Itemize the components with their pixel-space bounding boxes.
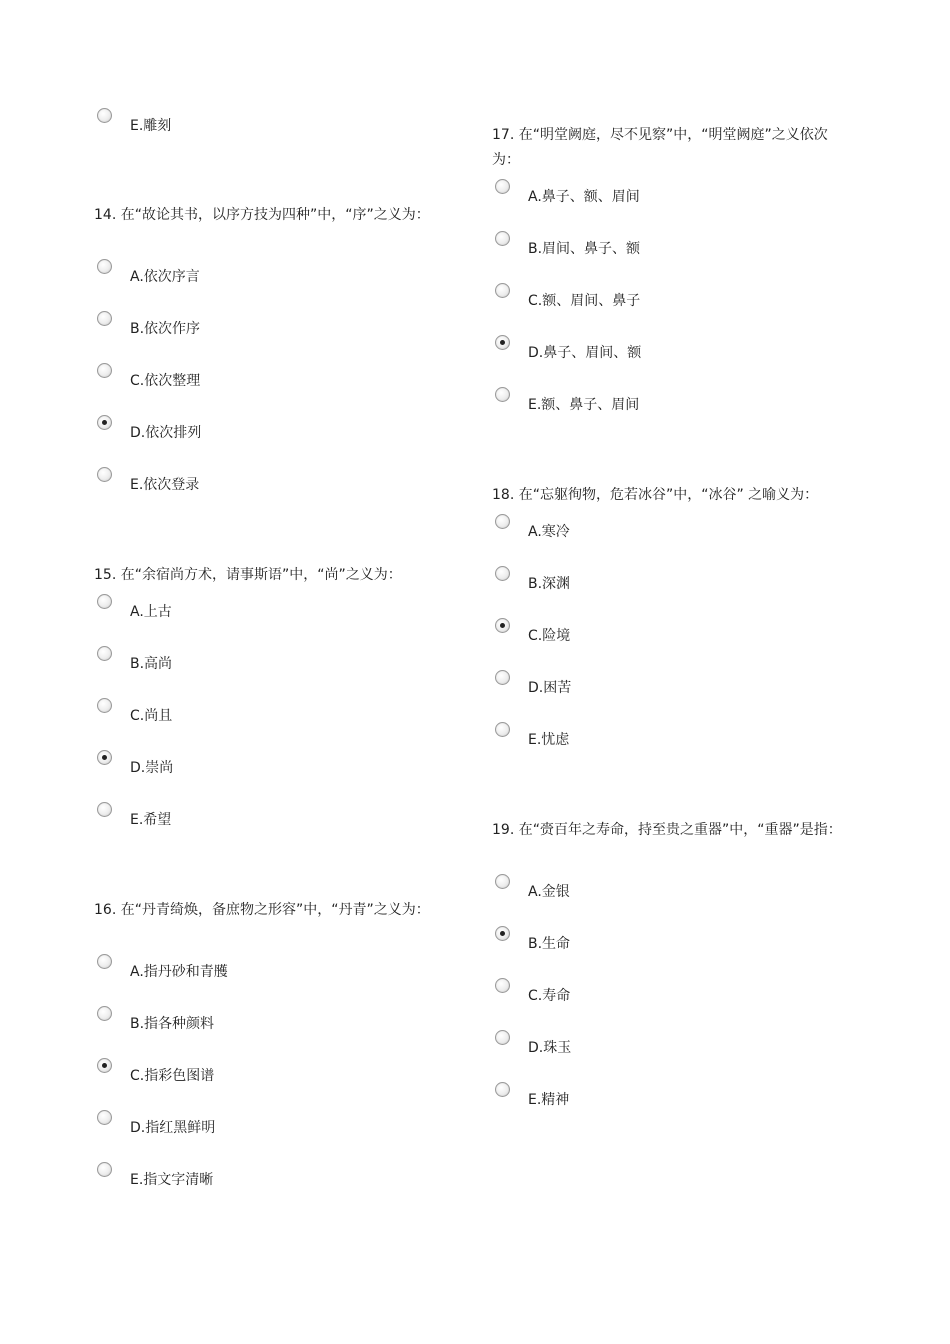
- radio-button[interactable]: [97, 467, 112, 482]
- radio-button[interactable]: [495, 283, 510, 298]
- radio-button[interactable]: [495, 179, 510, 194]
- question-18-option-c[interactable]: [495, 618, 855, 658]
- radio-button-selected[interactable]: [97, 415, 112, 430]
- question-17-option-a[interactable]: [495, 179, 855, 219]
- option-label: C.寿命: [528, 988, 571, 1004]
- question-19-option-b[interactable]: [495, 926, 855, 966]
- option-label: C.额、眉间、鼻子: [528, 293, 641, 309]
- option-label: E.雕刻: [130, 118, 172, 134]
- question-16-option-c[interactable]: [97, 1058, 457, 1098]
- question-16-option-b[interactable]: [97, 1006, 457, 1046]
- option-label: B.生命: [528, 936, 571, 952]
- option-label: E.精神: [528, 1092, 570, 1108]
- radio-button[interactable]: [97, 1162, 112, 1177]
- option-label: A.鼻子、额、眉间: [528, 189, 640, 205]
- question-18-option-a[interactable]: [495, 514, 855, 554]
- option-label: D.崇尚: [130, 760, 174, 776]
- question-16-option-e[interactable]: [97, 1162, 457, 1202]
- option-e-leading[interactable]: [97, 108, 457, 148]
- option-label: D.困苦: [528, 680, 572, 696]
- radio-button[interactable]: [495, 978, 510, 993]
- radio-button[interactable]: [97, 311, 112, 326]
- option-label: A.金银: [528, 884, 570, 900]
- option-label: A.指丹砂和青雘: [130, 964, 228, 980]
- question-17-text: 17. 在“明堂阙庭，尽不见察”中，“明堂阙庭”之义依次为：: [492, 127, 828, 168]
- question-14-text: 14. 在“故论其书，以序方技为四种”中，“序”之义为：: [94, 207, 430, 223]
- option-label: A.寒冷: [528, 524, 570, 540]
- option-label: E.指文字清晰: [130, 1172, 214, 1188]
- question-18-option-d[interactable]: [495, 670, 855, 710]
- radio-button[interactable]: [495, 670, 510, 685]
- question-15-option-b[interactable]: [97, 646, 457, 686]
- question-15-option-e[interactable]: [97, 802, 457, 842]
- question-15-text: 15. 在“余宿尚方术，请事斯语”中，“尚”之义为：: [94, 567, 402, 583]
- option-label: A.依次序言: [130, 269, 200, 285]
- question-17-option-d[interactable]: [495, 335, 855, 375]
- radio-button[interactable]: [495, 1082, 510, 1097]
- radio-button[interactable]: [97, 1110, 112, 1125]
- option-label: D.珠玉: [528, 1040, 572, 1056]
- question-14-option-e[interactable]: [97, 467, 457, 507]
- radio-button[interactable]: [97, 594, 112, 609]
- radio-button[interactable]: [97, 646, 112, 661]
- question-15-option-a[interactable]: [97, 594, 457, 634]
- question-15-option-d[interactable]: [97, 750, 457, 790]
- radio-button[interactable]: [495, 1030, 510, 1045]
- option-label: B.依次作序: [130, 321, 201, 337]
- radio-button[interactable]: [97, 363, 112, 378]
- option-label: E.依次登录: [130, 477, 200, 493]
- question-18-option-b[interactable]: [495, 566, 855, 606]
- option-label: B.高尚: [130, 656, 173, 672]
- question-14-option-a[interactable]: [97, 259, 457, 299]
- radio-button[interactable]: [97, 954, 112, 969]
- option-label: B.深渊: [528, 576, 571, 592]
- question-16-text: 16. 在“丹青绮焕，备庶物之形容”中，“丹青”之义为：: [94, 902, 430, 918]
- question-15-option-c[interactable]: [97, 698, 457, 738]
- radio-button-selected[interactable]: [495, 618, 510, 633]
- question-18-text: 18. 在“忘躯徇物，危若冰谷”中，“冰谷” 之喻义为：: [492, 487, 819, 503]
- question-17-option-c[interactable]: [495, 283, 855, 323]
- question-16-option-a[interactable]: [97, 954, 457, 994]
- question-19-option-a[interactable]: [495, 874, 855, 914]
- option-label: C.依次整理: [130, 373, 201, 389]
- question-19-text: 19. 在“赍百年之寿命，持至贵之重器”中，“重器”是指：: [492, 822, 842, 838]
- radio-button-selected[interactable]: [97, 1058, 112, 1073]
- question-17-option-e[interactable]: [495, 387, 855, 427]
- option-label: B.眉间、鼻子、额: [528, 241, 641, 257]
- question-14-option-d[interactable]: [97, 415, 457, 455]
- radio-button[interactable]: [97, 1006, 112, 1021]
- radio-button[interactable]: [97, 802, 112, 817]
- question-19-option-d[interactable]: [495, 1030, 855, 1070]
- question-14-option-c[interactable]: [97, 363, 457, 403]
- radio-button-selected[interactable]: [495, 926, 510, 941]
- right-column: [492, 0, 855, 1344]
- question-14-option-b[interactable]: [97, 311, 457, 351]
- radio-button[interactable]: [495, 514, 510, 529]
- option-label: E.额、鼻子、眉间: [528, 397, 640, 413]
- option-label: D.指红黑鲜明: [130, 1120, 216, 1136]
- option-label: D.鼻子、眉间、额: [528, 345, 642, 361]
- option-label: D.依次排列: [130, 425, 202, 441]
- option-label: E.忧虑: [528, 732, 570, 748]
- radio-button[interactable]: [97, 108, 112, 123]
- option-label: C.指彩色图谱: [130, 1068, 215, 1084]
- option-label: A.上古: [130, 604, 172, 620]
- question-17-option-b[interactable]: [495, 231, 855, 271]
- radio-button[interactable]: [495, 231, 510, 246]
- option-label: C.险境: [528, 628, 571, 644]
- question-18-option-e[interactable]: [495, 722, 855, 762]
- question-19-option-e[interactable]: [495, 1082, 855, 1122]
- radio-button[interactable]: [495, 722, 510, 737]
- question-19-option-c[interactable]: [495, 978, 855, 1018]
- radio-button[interactable]: [97, 259, 112, 274]
- radio-button[interactable]: [495, 874, 510, 889]
- option-label: B.指各种颜料: [130, 1016, 215, 1032]
- option-label: C.尚且: [130, 708, 173, 724]
- radio-button[interactable]: [495, 387, 510, 402]
- option-label: E.希望: [130, 812, 172, 828]
- radio-button[interactable]: [97, 698, 112, 713]
- radio-button-selected[interactable]: [495, 335, 510, 350]
- radio-button[interactable]: [495, 566, 510, 581]
- left-column: [94, 0, 447, 1344]
- radio-button-selected[interactable]: [97, 750, 112, 765]
- question-16-option-d[interactable]: [97, 1110, 457, 1150]
